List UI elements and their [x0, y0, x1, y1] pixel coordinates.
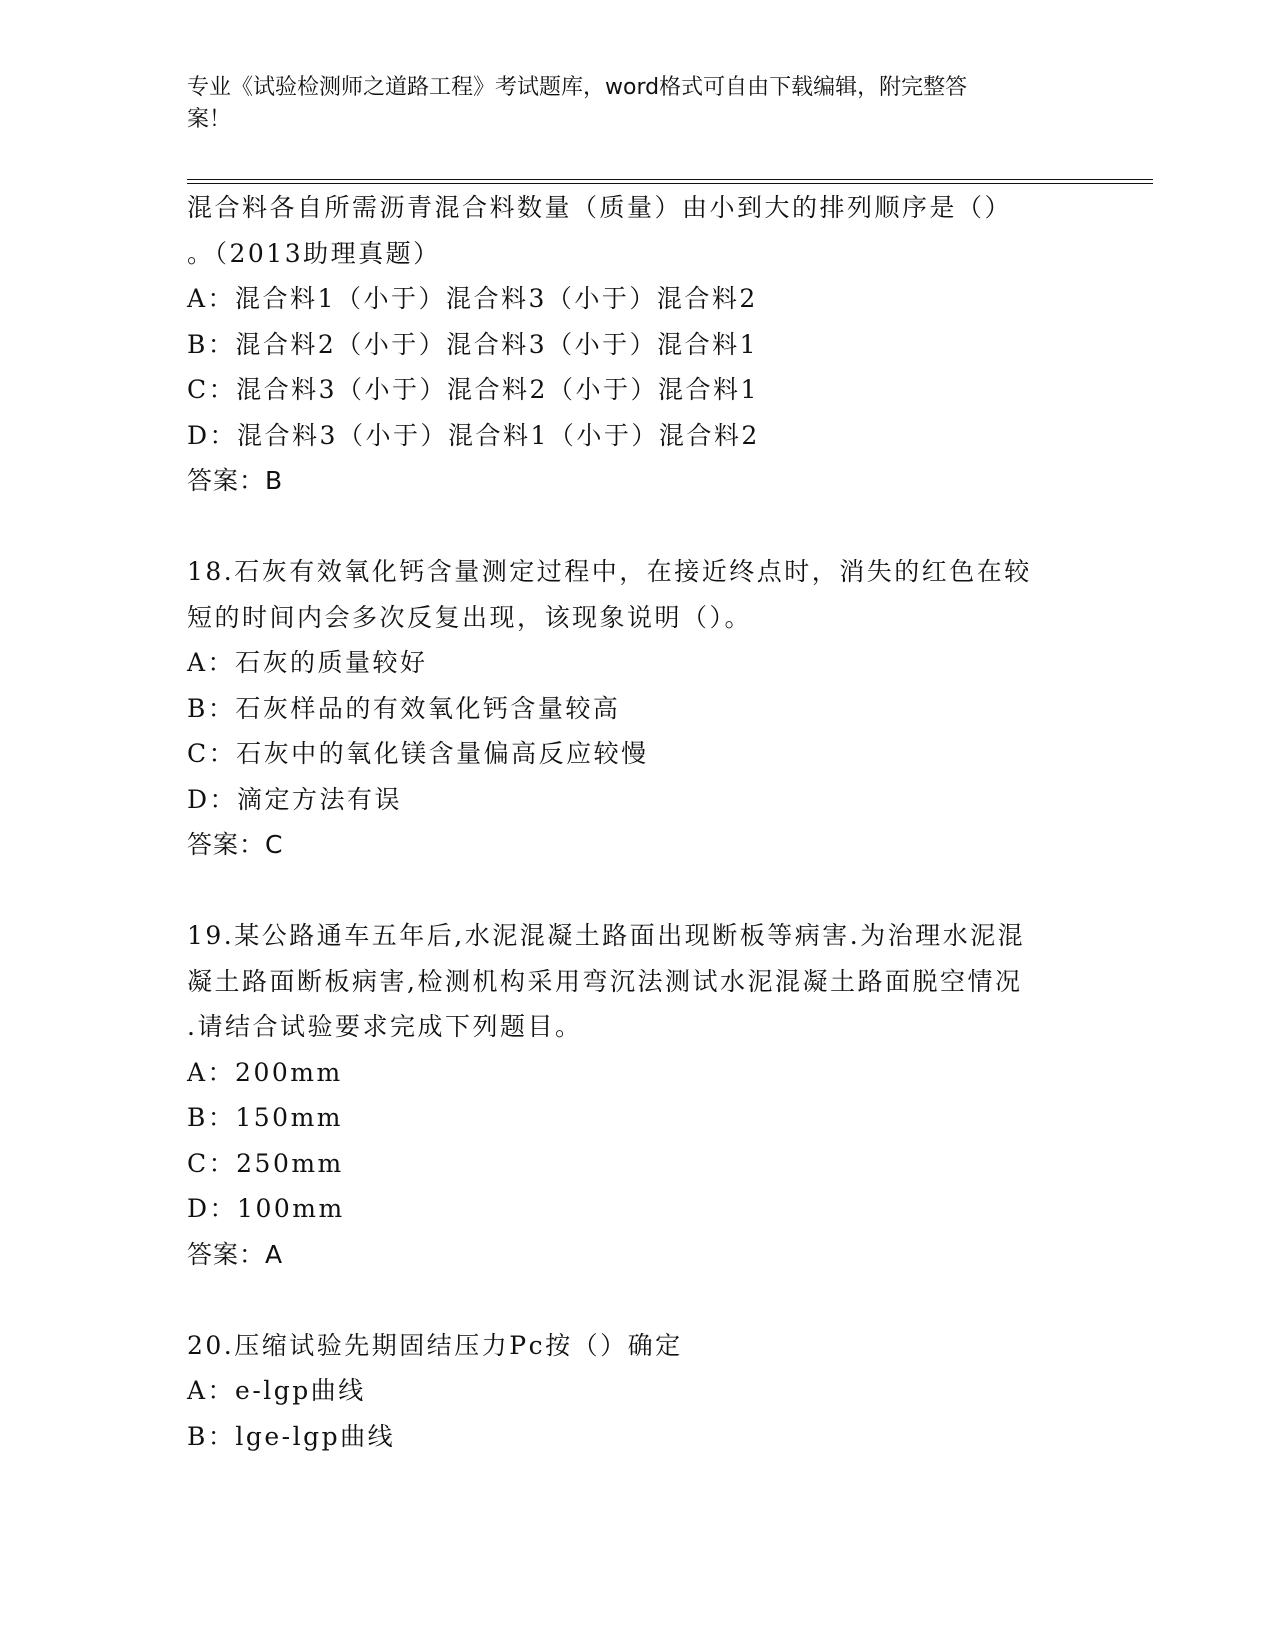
spacer	[187, 1277, 1087, 1323]
question-stem: 。（2013助理真题）	[187, 238, 441, 268]
option-b: B：混合料2（小于）混合料3（小于）混合料1	[187, 329, 759, 359]
option-a: A：石灰的质量较好	[187, 648, 428, 677]
option-c: C：混合料3（小于）混合料2（小于）混合料1	[187, 375, 759, 404]
spacer	[187, 504, 1087, 550]
header-line-1: 专业《试验检测师之道路工程》考试题库，word格式可自由下载编辑，附完整答	[187, 75, 968, 100]
question-17	[187, 185, 1087, 504]
question-19	[187, 913, 1087, 1277]
question-20	[187, 1323, 1087, 1460]
option-d: D：100mm	[187, 1194, 345, 1223]
question-stem: 凝土路面断板病害,检测机构采用弯沉法测试水泥混凝土路面脱空情况	[187, 966, 1023, 996]
answer: 答案：A	[187, 1239, 284, 1269]
option-b: B：150mm	[187, 1103, 344, 1132]
answer: 答案：B	[187, 466, 284, 495]
option-c: C：250mm	[187, 1148, 344, 1178]
option-d: D：混合料3（小于）混合料1（小于）混合料2	[187, 420, 760, 450]
question-stem: 19.某公路通车五年后,水泥混凝土路面出现断板等病害.为治理水泥混	[187, 921, 1026, 950]
question-stem: 20.压缩试验先期固结压力Pc按（）确定	[187, 1330, 683, 1360]
header-line-2: 案！	[187, 107, 232, 132]
document-header	[187, 72, 1067, 136]
option-a: A：200mm	[187, 1057, 343, 1087]
question-stem: 18.石灰有效氧化钙含量测定过程中，在接近终点时，消失的红色在较	[187, 557, 1032, 586]
header-rule-bottom	[187, 183, 1153, 184]
question-18	[187, 549, 1087, 868]
option-a: A：e-lgp曲线	[187, 1376, 366, 1405]
option-c: C：石灰中的氧化镁含量偏高反应较慢	[187, 739, 649, 768]
header-rule-top	[187, 179, 1153, 180]
option-b: B：石灰样品的有效氧化钙含量较高	[187, 693, 621, 723]
question-list	[187, 185, 1087, 1459]
spacer	[187, 868, 1087, 914]
option-d: D：滴定方法有误	[187, 784, 403, 814]
question-stem: 混合料各自所需沥青混合料数量（质量）由小到大的排列顺序是（）	[187, 193, 1013, 222]
question-stem: 短的时间内会多次反复出现，该现象说明（）。	[187, 602, 753, 632]
answer: 答案：C	[187, 830, 284, 859]
option-b: B：lge-lgp曲线	[187, 1421, 396, 1451]
question-stem: .请结合试验要求完成下列题目。	[187, 1012, 583, 1041]
option-a: A：混合料1（小于）混合料3（小于）混合料2	[187, 284, 758, 313]
